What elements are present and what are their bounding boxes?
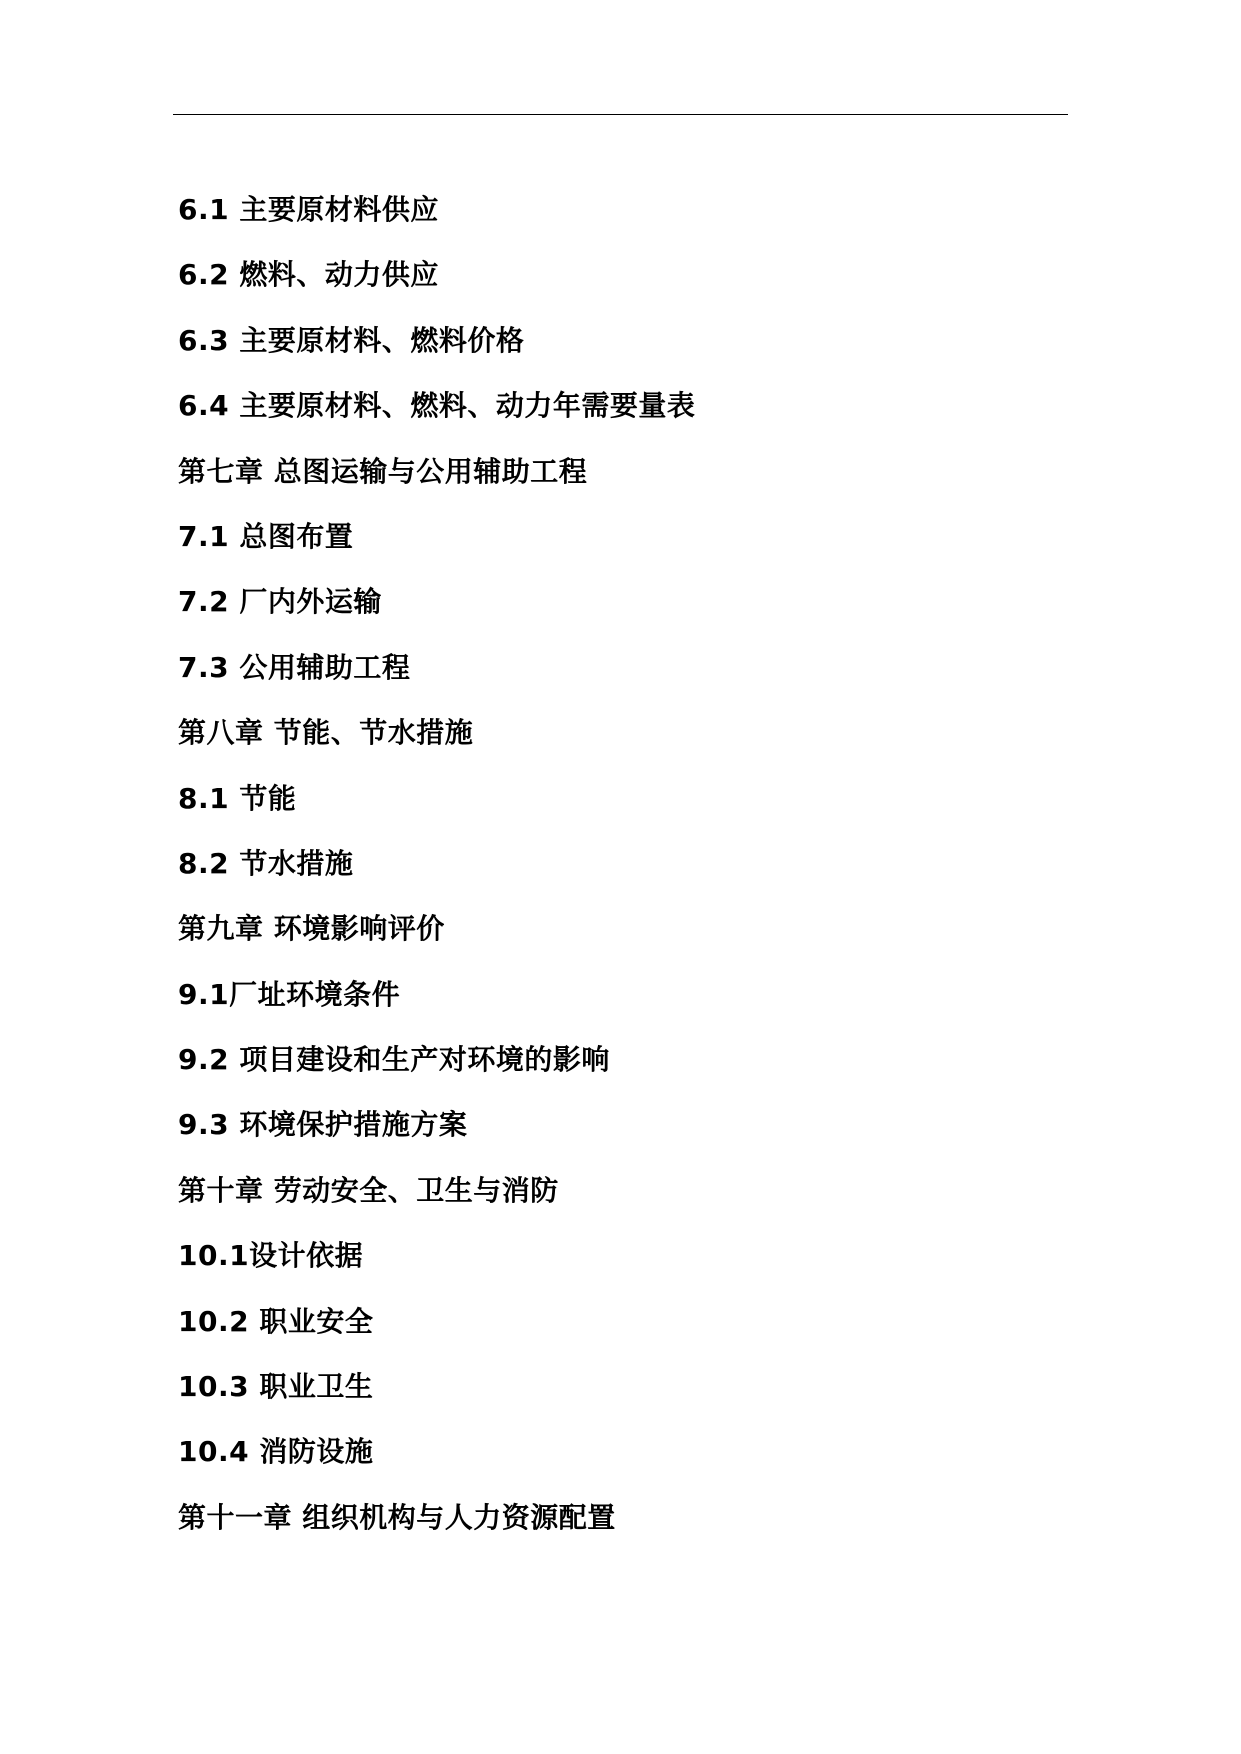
toc-entry-10-3: 10.3 职业卫生 <box>178 1370 374 1404</box>
toc-entry-6-4: 6.4 主要原材料、燃料、动力年需要量表 <box>178 389 696 423</box>
toc-entry-6-1: 6.1 主要原材料供应 <box>178 193 439 226</box>
toc-entry-9-2: 9.2 项目建设和生产对环境的影响 <box>178 1043 610 1077</box>
toc-entry-7-3: 7.3 公用辅助工程 <box>178 650 411 684</box>
toc-entry-10-2: 10.2 职业安全 <box>178 1304 374 1338</box>
toc-entry-7-1: 7.1 总图布置 <box>178 519 354 553</box>
toc-chapter-8: 第八章 节能、节水措施 <box>178 716 474 750</box>
toc-chapter-11: 第十一章 组织机构与人力资源配置 <box>178 1500 616 1534</box>
toc-entry-9-3: 9.3 环境保护措施方案 <box>178 1108 468 1142</box>
header-rule <box>173 114 1068 115</box>
toc-chapter-7: 第七章 总图运输与公用辅助工程 <box>178 454 588 488</box>
toc-entry-10-4: 10.4 消防设施 <box>178 1435 374 1469</box>
toc-entry-6-3: 6.3 主要原材料、燃料价格 <box>178 323 525 357</box>
toc-entry-8-1: 8.1 节能 <box>178 781 297 815</box>
toc-entry-8-2: 8.2 节水措施 <box>178 846 354 880</box>
toc-entry-10-1: 10.1设计依据 <box>178 1239 364 1273</box>
toc-entry-7-2: 7.2 厂内外运输 <box>178 585 382 619</box>
toc-entry-9-1: 9.1厂址环境条件 <box>178 977 401 1011</box>
toc-entry-6-2: 6.2 燃料、动力供应 <box>178 258 439 292</box>
table-of-contents <box>178 188 695 1561</box>
toc-chapter-10: 第十章 劳动安全、卫生与消防 <box>178 1173 559 1207</box>
toc-chapter-9: 第九章 环境影响评价 <box>178 912 445 946</box>
